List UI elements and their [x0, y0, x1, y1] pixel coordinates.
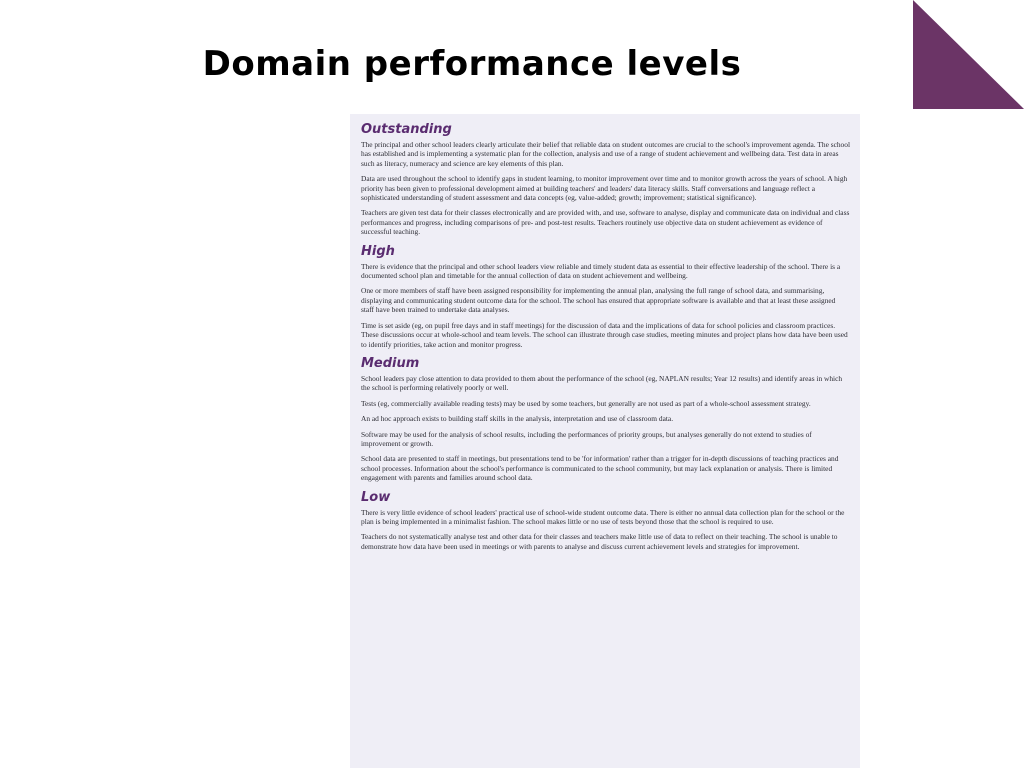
level-heading-medium: Medium — [361, 355, 420, 371]
level-heading-low: Low — [361, 489, 391, 505]
level-outstanding — [361, 121, 850, 237]
paragraph: One or more members of staff have been assigned responsibility for implementing the annual plan, analysing the full range of school data, and summarising, displaying and communicating student outcome data for the school. The school has ensured that appropriate software is available and that at least these assigned staff have been trained to undertake data analyses. — [361, 286, 836, 315]
paragraph: The principal and other school leaders clearly articulate their belief that reliable data on student outcomes are crucial to the school's improvement agenda. The school has established and is implementing a systematic plan for the collection, analysis and use of a range of student achievement and wellbeing data. Test data in areas such as literacy, numeracy and science are key elements of this plan. — [361, 140, 850, 168]
paragraph: Data are used throughout the school to identify gaps in student learning, to monitor improvement over time and to monitor growth across the years of school. A high priority has been given to professional development aimed at building teachers' and leaders' data literacy skills. Staff conversations and language reflect a sophisticated understanding of student assessment and data concepts (eg, value-added; growth; improvement; statistical significance). — [361, 174, 848, 203]
document-panel — [350, 114, 860, 768]
paragraph: Teachers do not systematically analyse test and other data for their classes and teachers make little use of data to reflect on their teaching. The school is unable to demonstrate how data have been used in meetings or with parents to analyse and discuss current achievement levels and strategies for improvement. — [361, 532, 838, 551]
paragraph: Time is set aside (eg, on pupil free days and in staff meetings) for the discussion of data and the implications of data for school policies and classroom practices. These discussions occur at whole-school and team levels. The school can illustrate through case studies, meeting minutes and project plans how data have been used to identify priorities, take action and monitor progress. — [361, 320, 848, 349]
triangle-shape — [913, 0, 1024, 109]
paragraph: School data are presented to staff in meetings, but presentations tend to be 'for information' rather than a trigger for in-depth discussions of teaching practices and school processes. Information about the school's performance is communicated to the school community, but may lack explanation or analysis. There is limited engagement with parents and families around school data. — [361, 454, 839, 483]
level-heading-high: High — [361, 243, 395, 259]
level-heading-outstanding: Outstanding — [361, 122, 452, 137]
paragraph: An ad hoc approach exists to building staff skills in the analysis, interpretation and use of classroom data. — [361, 414, 674, 424]
corner-triangle-decoration — [913, 0, 1024, 109]
paragraph: Software may be used for the analysis of school results, including the performances of priority groups, but analyses generally do not extend to studies of improvement or growth. — [361, 429, 812, 448]
level-low — [361, 489, 850, 552]
paragraph: Teachers are given test data for their classes electronically and are provided with, and use, software to analyse, display and communicate data on individual and class performances and progress, including comparisons of pre- and post-test results. Teachers routinely use objective data on student achievement as evidence of successful teaching. — [361, 208, 850, 237]
paragraph: School leaders pay close attention to data provided to them about the performance of the school (eg, NAPLAN results; Year 12 results) and identify areas in which the school is performing relatively poorly or well. — [361, 373, 843, 393]
slide-title: Domain performance levels — [202, 44, 742, 84]
paragraph: There is very little evidence of school leaders' practical use of school-wide student outcome data. There is either no annual data collection plan for the school or the plan is being implemented in a minimalist fashion. The school makes little or no use of tests beyond those that the school is required to use. — [361, 507, 845, 526]
level-medium — [361, 355, 850, 483]
paragraph: There is evidence that the principal and other school leaders view reliable and timely student data as essential to their effective leadership of the school. There is a documented school plan and timetable for the annual collection of data on student achievement and wellbeing. — [361, 261, 841, 281]
paragraph: Tests (eg, commercially available reading tests) may be used by some teachers, but generally are not used as part of a whole-school assessment strategy. — [361, 398, 811, 408]
level-high — [361, 243, 850, 349]
